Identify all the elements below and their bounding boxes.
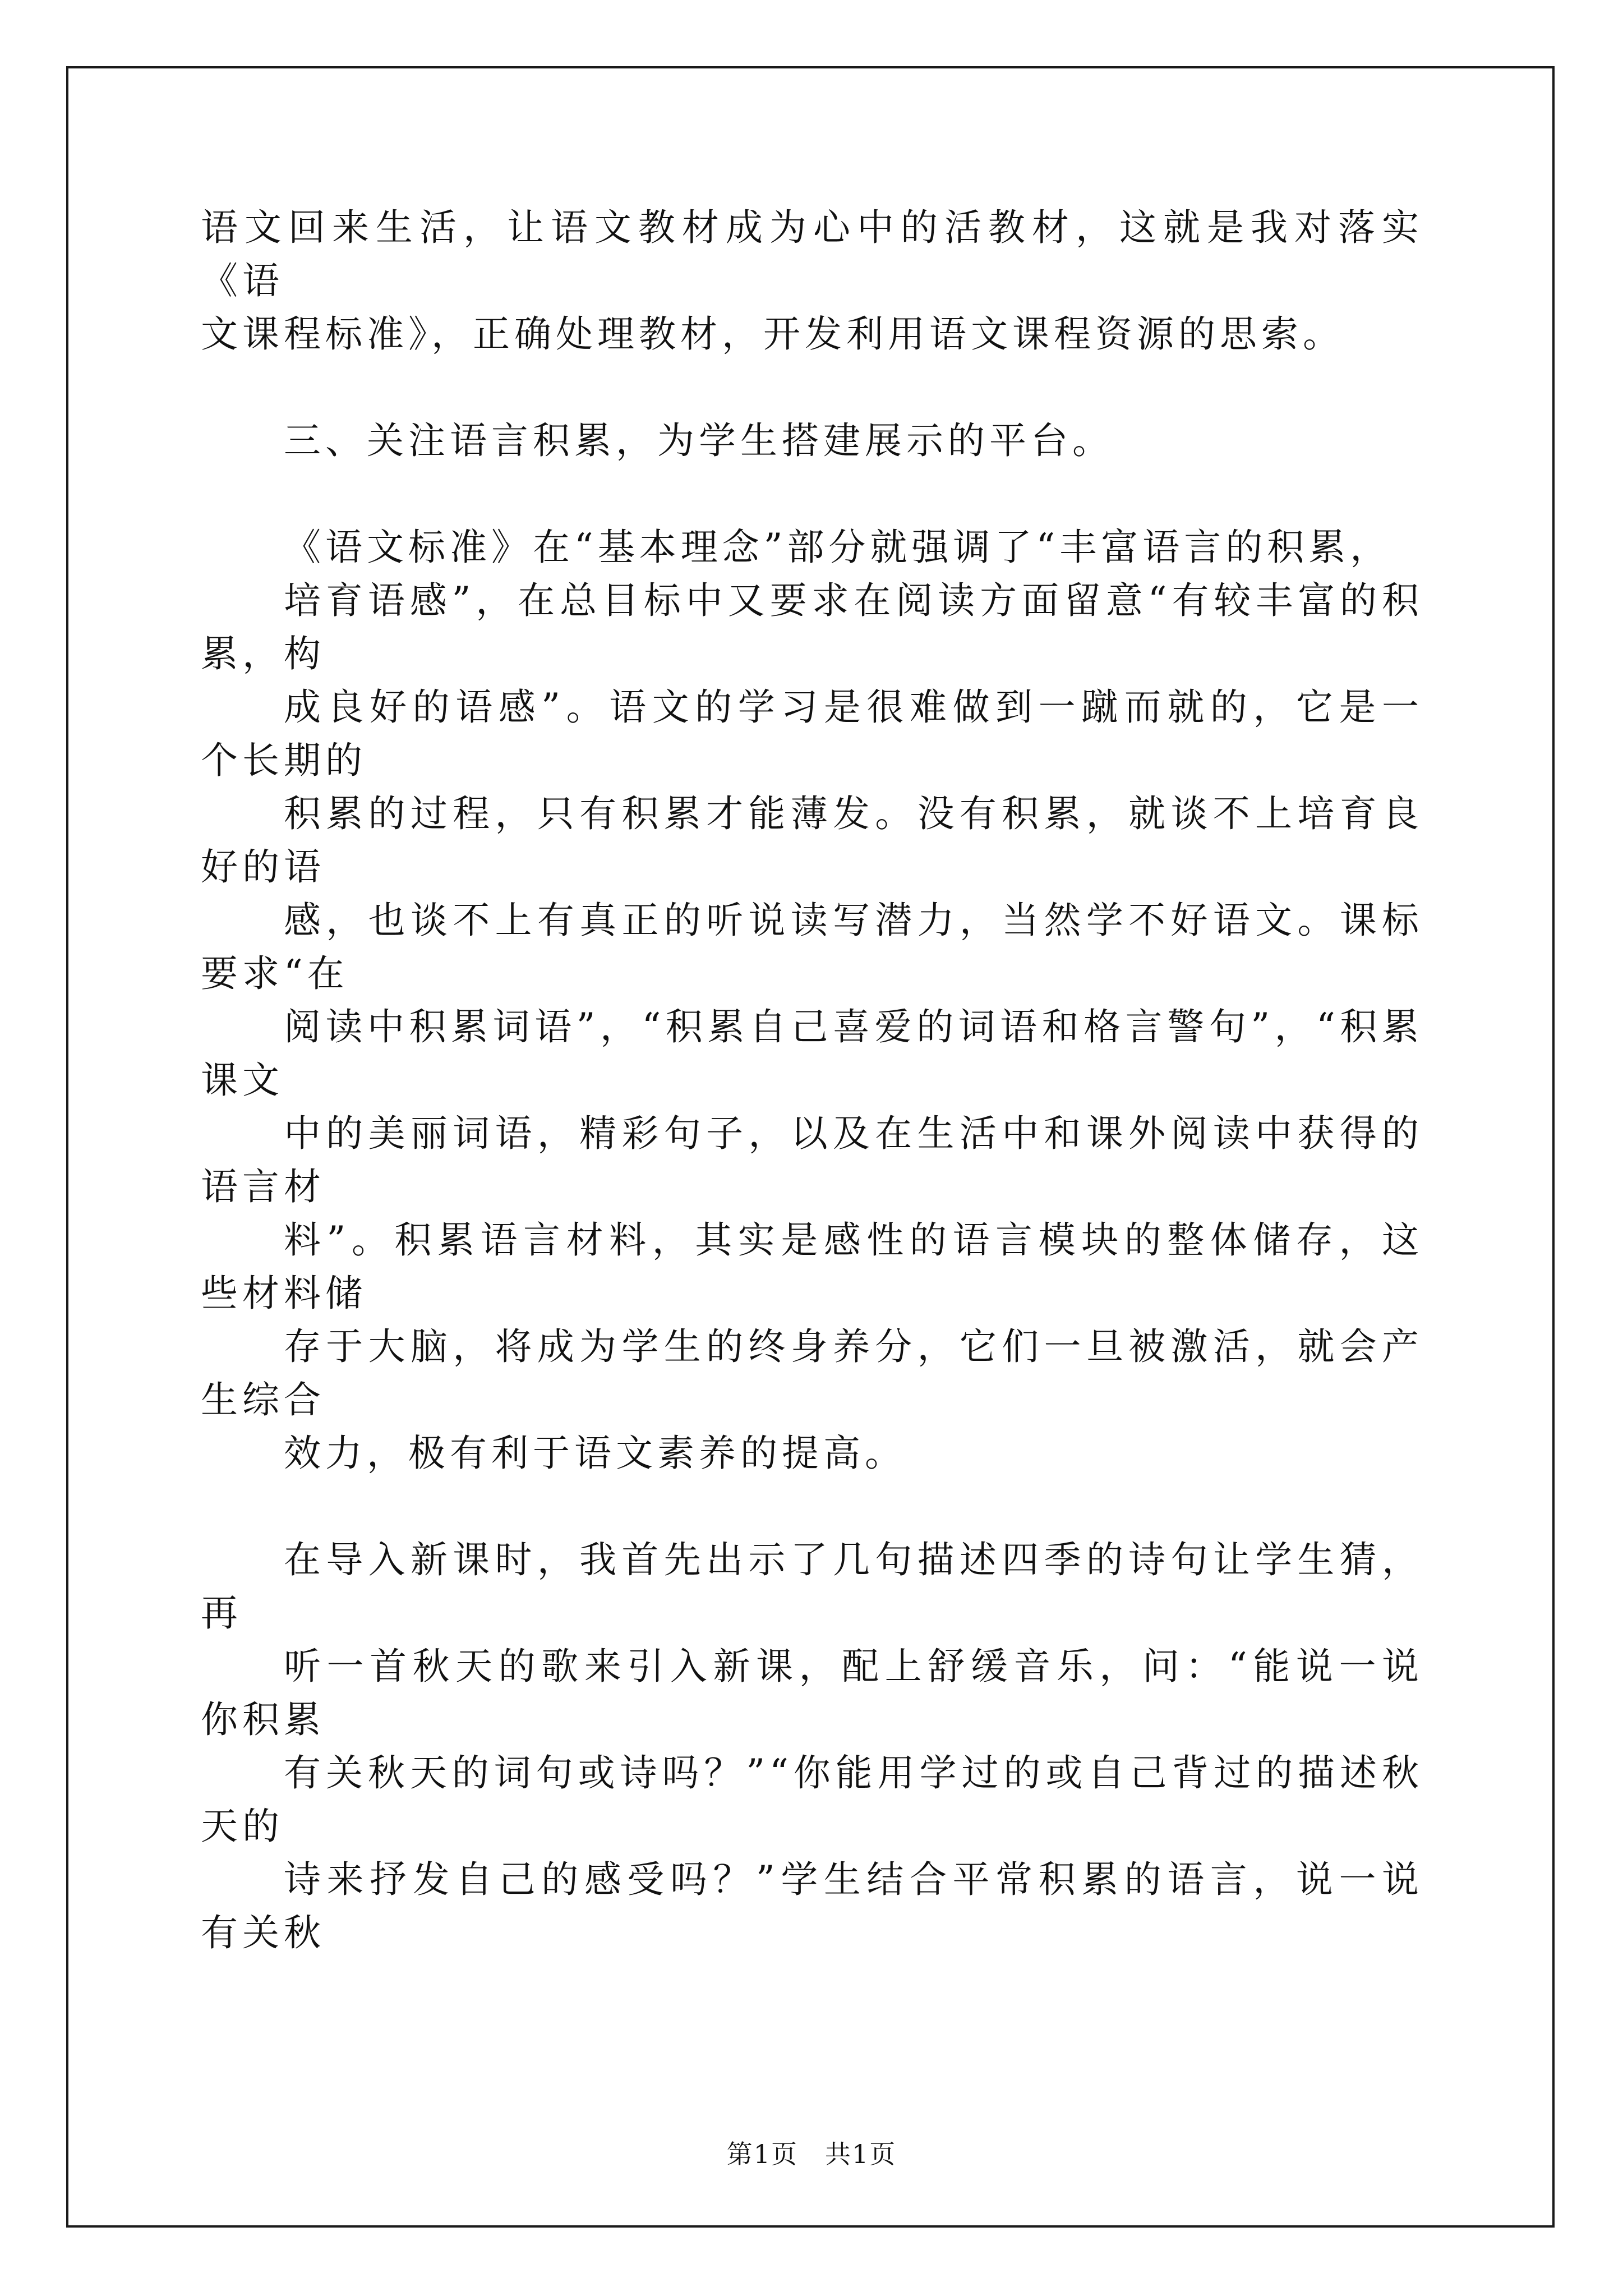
text-line: 在导入新课时，我首先出示了几句描述四季的诗句让学生猜，再 xyxy=(201,1538,1423,1635)
paragraph-3 xyxy=(201,521,1423,1480)
text-line: 积累的过程，只有积累才能薄发。没有积累，就谈不上培育良好的语 xyxy=(201,792,1423,889)
text-line: 听一首秋天的歌来引入新课，配上舒缓音乐，问：“能说一说你积累 xyxy=(201,1645,1423,1741)
text-line: 诗来抒发自己的感受吗？”学生结合平常积累的语言，说一说有关秋 xyxy=(201,1858,1423,1954)
text-line: 《语文标准》在“基本理念”部分就强调了“丰富语言的积累， xyxy=(284,526,1392,569)
text-line: 成良好的语感”。语文的学习是很难做到一蹴而就的，它是一个长期的 xyxy=(201,685,1423,782)
text-line: 料”。积累语言材料，其实是感性的语言模块的整体储存，这些材料储 xyxy=(201,1218,1423,1315)
text-line: 阅读中积累词语”，“积累自己喜爱的词语和格言警句”，“积累课文 xyxy=(201,1005,1423,1102)
text-line: 语文回来生活，让语文教材成为心中的活教材，这就是我对落实《语 xyxy=(201,206,1423,302)
section-heading xyxy=(201,414,1423,467)
text-line: 感，也谈不上有真正的听说读写潜力，当然学不好语文。课标要求“在 xyxy=(201,899,1423,995)
paragraph-4 xyxy=(201,1533,1423,1959)
text-line: 培育语感”，在总目标中又要求在阅读方面留意“有较丰富的积累，构 xyxy=(201,579,1423,675)
text-line: 中的美丽词语，精彩句子，以及在生活中和课外阅读中获得的语言材 xyxy=(201,1112,1423,1208)
text-line: 有关秋天的词句或诗吗？”“你能用学过的或自己背过的描述秋天的 xyxy=(201,1751,1423,1848)
text-line: 三、关注语言积累，为学生搭建展示的平台。 xyxy=(284,419,1114,462)
document-body xyxy=(201,201,1423,1959)
text-line: 存于大脑，将成为学生的终身养分，它们一旦被激活，就会产生综合 xyxy=(201,1325,1423,1421)
text-line: 文课程标准》，正确处理教材，开发利用语文课程资源的思索。 xyxy=(201,312,1344,356)
page-footer: 第1页 共1页 xyxy=(726,2139,897,2169)
text-line: 效力，极有利于语文素养的提高。 xyxy=(284,1432,906,1475)
paragraph-1 xyxy=(201,201,1423,361)
